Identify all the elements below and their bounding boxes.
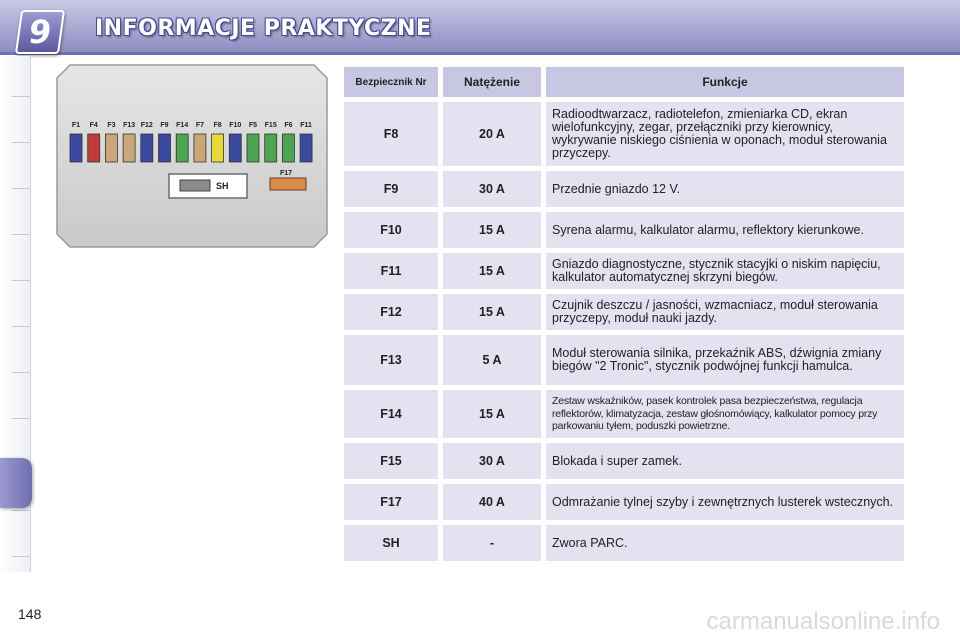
function-cell: Syrena alarmu, kalkulator alarmu, reflektory kierunkowe.: [546, 212, 904, 248]
f17-label: F17: [280, 170, 293, 177]
fuse-label-f7: F7: [195, 122, 204, 129]
fuse-label-f9: F9: [160, 122, 169, 129]
fuse-label-f5: F5: [248, 122, 258, 129]
fuse-number-cell: F9: [344, 171, 443, 207]
fuse-blade-f3: [105, 134, 117, 162]
fuse-label-f15: F15: [264, 122, 277, 129]
page-number: 148: [18, 606, 42, 622]
fuse-label-f14: F14: [176, 122, 189, 129]
header-functions: Funkcje: [546, 67, 904, 97]
tab-divider: [12, 326, 30, 327]
fuse-label-f10: F10: [229, 122, 242, 129]
tab-divider: [12, 556, 30, 557]
current-cell: 40 A: [443, 484, 546, 520]
fuse-blade-f5: [247, 134, 259, 162]
header-fuse-number: Bezpiecznik Nr: [344, 67, 443, 97]
table-row: [344, 443, 904, 479]
function-cell: Blokada i super zamek.: [546, 443, 904, 479]
table-row: [344, 102, 904, 166]
current-cell: 15 A: [443, 253, 546, 289]
fuse-label-f13: F13: [123, 122, 136, 129]
table-row: [344, 484, 904, 520]
header-current: Natężenie: [443, 67, 546, 97]
table-row: [344, 335, 904, 385]
function-cell: Zwora PARC.: [546, 525, 904, 561]
fuse-label-f11: F11: [300, 122, 312, 129]
fuse-label-f6: F6: [284, 122, 293, 129]
function-cell: Moduł sterowania silnika, przekaźnik ABS, dźwignia zmiany biegów "2 Tronic", stycznik podwójnej funkcji hamulca.: [546, 335, 904, 385]
fuse-label-f8: F8: [213, 122, 222, 129]
current-cell: -: [443, 525, 546, 561]
fuse-blade-f10: [229, 134, 241, 162]
fuse-label-f1: F1: [71, 122, 81, 129]
fuse-blade-f4: [88, 134, 100, 162]
fuse-number-cell: F13: [344, 335, 443, 385]
table-row: [344, 171, 904, 207]
fuse-number-cell: F12: [344, 294, 443, 330]
fuse-number-cell: SH: [344, 525, 443, 561]
fuse-blade-f7: [194, 134, 206, 162]
fuse-number-cell: F14: [344, 390, 443, 438]
fuse-blade-f11: [300, 134, 312, 162]
current-cell: 5 A: [443, 335, 546, 385]
function-cell: Radioodtwarzacz, radiotelefon, zmieniarka CD, ekran wielofunkcyjny, zegar, przełączniki przy kierownicy, wykrywanie niskiego ciśnienia w oponach, moduł sterowania przyczepy.: [546, 102, 904, 166]
watermark: carmanualsonline.info: [706, 608, 940, 635]
fuse-number-cell: F15: [344, 443, 443, 479]
fuse-blade-f9: [159, 134, 171, 162]
fuse-number-cell: F17: [344, 484, 443, 520]
current-cell: 15 A: [443, 390, 546, 438]
tab-divider: [12, 142, 30, 143]
fuse-label-f3: F3: [107, 122, 116, 129]
chapter-number-badge: 9: [15, 10, 65, 54]
tab-divider: [12, 418, 30, 419]
fuse-blade-f8: [212, 134, 224, 162]
fuse-box-diagram: [56, 64, 328, 248]
table-row: [344, 253, 904, 289]
tab-divider: [12, 96, 30, 97]
function-cell: Zestaw wskaźników, pasek kontrolek pasa bezpieczeństwa, regulacja reflektorów, klimatyzacja, zestaw głośnomówiący, kalkulator pomocy przy parkowaniu tyłem, poduszki powietrzne.: [546, 390, 904, 438]
tab-divider: [12, 280, 30, 281]
current-cell: 20 A: [443, 102, 546, 166]
table-row: [344, 390, 904, 438]
fuse-label-f4: F4: [89, 122, 98, 129]
fuse-blade-f13: [123, 134, 135, 162]
table-row: [344, 525, 904, 561]
page-title: INFORMACJE PRAKTYCZNE: [95, 16, 432, 41]
table-header-row: [344, 67, 904, 97]
tab-divider: [12, 510, 30, 511]
fuse-number-cell: F10: [344, 212, 443, 248]
fuse-blade-f12: [141, 134, 153, 162]
fuse-blade-f15: [265, 134, 277, 162]
function-cell: Przednie gniazdo 12 V.: [546, 171, 904, 207]
fuse-blade-f1: [70, 134, 82, 162]
tab-divider: [12, 234, 30, 235]
fuse-number-cell: F8: [344, 102, 443, 166]
fuse-number-cell: F11: [344, 253, 443, 289]
active-chapter-tab[interactable]: [0, 458, 32, 508]
current-cell: 15 A: [443, 294, 546, 330]
table-row: [344, 212, 904, 248]
table-row: [344, 294, 904, 330]
fuse-blade-f6: [282, 134, 294, 162]
tab-divider: [12, 372, 30, 373]
shunt-connector: [180, 180, 210, 191]
current-cell: 15 A: [443, 212, 546, 248]
function-cell: Czujnik deszczu / jasności, wzmacniacz, moduł sterowania przyczepy, moduł nauki jazdy.: [546, 294, 904, 330]
shunt-label: SH: [216, 181, 229, 191]
tab-divider: [12, 188, 30, 189]
fuse-table: [344, 62, 904, 566]
current-cell: 30 A: [443, 171, 546, 207]
fuse-label-f12: F12: [140, 122, 153, 129]
fuse-blade-f14: [176, 134, 188, 162]
function-cell: Odmrażanie tylnej szyby i zewnętrznych lusterek wstecznych.: [546, 484, 904, 520]
header-divider: [0, 52, 960, 55]
f17-fuse: [270, 178, 306, 190]
function-cell: Gniazdo diagnostyczne, stycznik stacyjki o niskim napięciu, kalkulator automatycznej skrzyni biegów.: [546, 253, 904, 289]
current-cell: 30 A: [443, 443, 546, 479]
